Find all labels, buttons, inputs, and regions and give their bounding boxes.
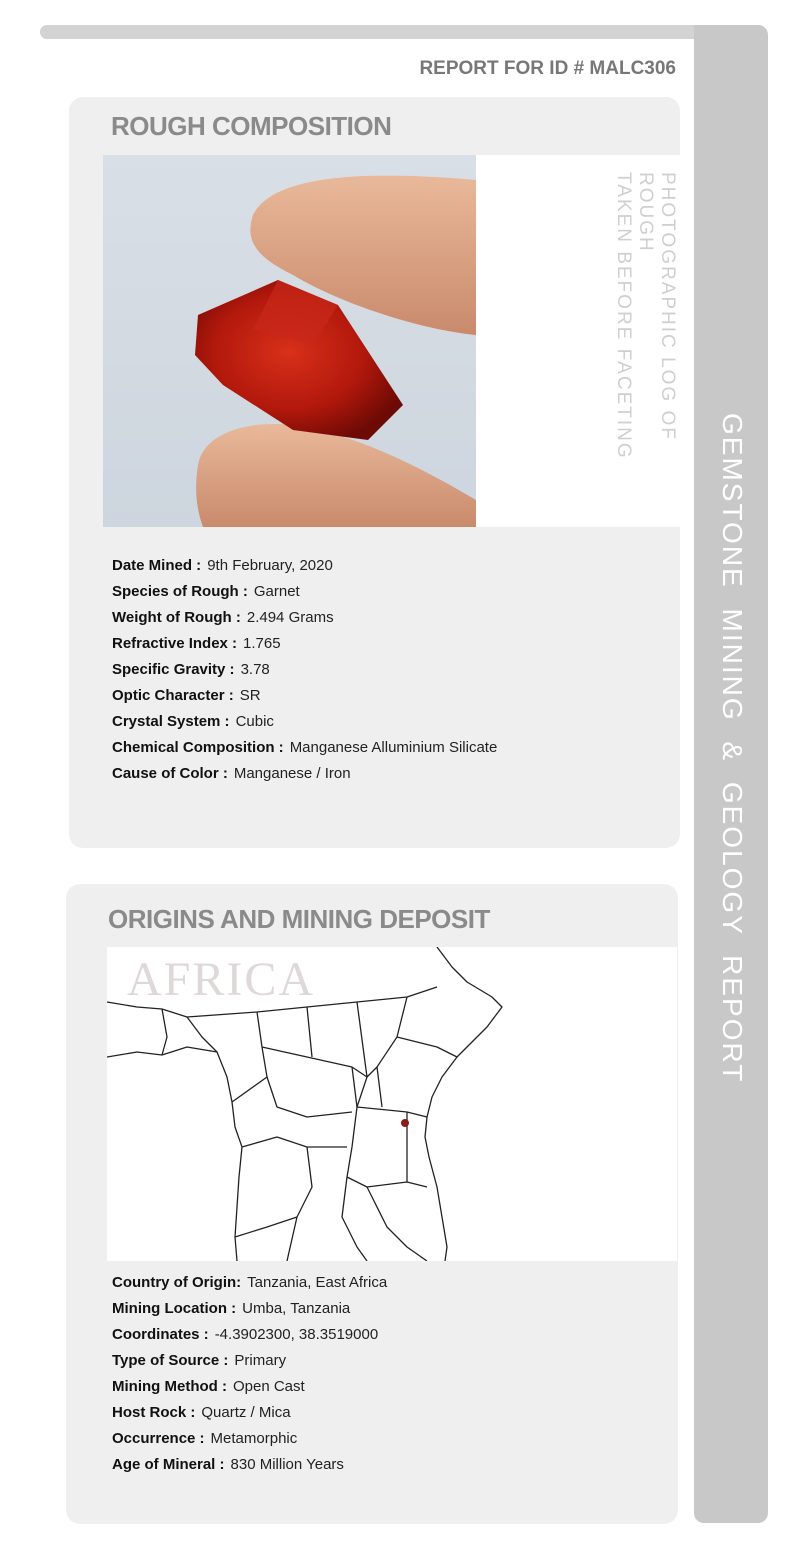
field-label: Type of Source : xyxy=(112,1352,229,1369)
field-label: Host Rock : xyxy=(112,1404,196,1421)
field-value: Garnet xyxy=(253,583,300,600)
field-label: Coordinates : xyxy=(112,1326,209,1343)
map-region-label: AFRICA xyxy=(127,953,316,1006)
field-label: Age of Mineral : xyxy=(112,1456,225,1473)
photo-caption xyxy=(613,172,678,507)
field-date-mined xyxy=(112,553,497,579)
field-label: Specific Gravity : xyxy=(112,661,235,678)
rough-composition-title: ROUGH COMPOSITION xyxy=(111,111,392,141)
field-label: Occurrence : xyxy=(112,1430,205,1447)
field-specific-gravity xyxy=(112,657,497,683)
field-cause-of-color xyxy=(112,761,497,787)
field-label: Cause of Color : xyxy=(112,765,228,782)
field-label: Mining Method : xyxy=(112,1378,227,1395)
field-value: 1.765 xyxy=(243,635,281,652)
field-coordinates xyxy=(112,1322,387,1348)
field-refractive-index xyxy=(112,631,497,657)
field-value: Quartz / Mica xyxy=(201,1404,291,1421)
field-type-of-source xyxy=(112,1348,387,1374)
field-label: Mining Location : xyxy=(112,1300,237,1317)
field-optic-character xyxy=(112,683,497,709)
field-label: Country of Origin: xyxy=(112,1274,242,1291)
field-species xyxy=(112,579,497,605)
report-side-title: GEMSTONE MINING & GEOLOGY REPORT xyxy=(717,413,748,1084)
field-value: 2.494 Grams xyxy=(246,609,334,626)
field-country-of-origin xyxy=(112,1270,387,1296)
rough-garnet-photo xyxy=(103,155,476,527)
field-crystal-system xyxy=(112,709,497,735)
field-value: Primary xyxy=(234,1352,287,1369)
field-value: Manganese Alluminium Silicate xyxy=(289,739,498,756)
field-value: 830 Million Years xyxy=(230,1456,344,1473)
field-label: Optic Character : xyxy=(112,687,234,704)
field-mining-method xyxy=(112,1374,387,1400)
africa-map-drawing xyxy=(107,947,677,1261)
field-label: Species of Rough : xyxy=(112,583,248,600)
field-label: Chemical Composition : xyxy=(112,739,284,756)
report-id-label: REPORT FOR ID # MALC306 xyxy=(419,58,676,79)
field-label: Crystal System : xyxy=(112,713,230,730)
field-label: Refractive Index : xyxy=(112,635,238,652)
field-value: 3.78 xyxy=(240,661,270,678)
rough-photo-area xyxy=(103,155,680,527)
field-age-of-mineral xyxy=(112,1452,387,1478)
field-value: Tanzania, East Africa xyxy=(247,1274,388,1291)
origins-title: ORIGINS AND MINING DEPOSIT xyxy=(108,904,490,934)
africa-map xyxy=(107,947,677,1261)
field-value: Open Cast xyxy=(232,1378,305,1395)
field-value: Metamorphic xyxy=(210,1430,298,1447)
field-chemical-composition xyxy=(112,735,497,761)
photo-caption-line-1: PHOTOGRAPHIC LOG OF ROUGH xyxy=(635,172,678,441)
field-mining-location xyxy=(112,1296,387,1322)
field-value: Umba, Tanzania xyxy=(242,1300,351,1317)
field-value: -4.3902300, 38.3519000 xyxy=(214,1326,379,1343)
field-value: Manganese / Iron xyxy=(233,765,351,782)
field-host-rock xyxy=(112,1400,387,1426)
top-frame-bar xyxy=(40,25,766,39)
field-weight xyxy=(112,605,497,631)
rough-fields xyxy=(112,553,497,787)
field-occurrence xyxy=(112,1426,387,1452)
field-label: Weight of Rough : xyxy=(112,609,241,626)
field-value: SR xyxy=(239,687,261,704)
field-label: Date Mined : xyxy=(112,557,202,574)
origin-fields xyxy=(112,1270,387,1478)
photo-caption-line-2: TAKEN BEFORE FACETING xyxy=(613,172,634,460)
garnet-illustration xyxy=(103,155,476,527)
field-value: 9th February, 2020 xyxy=(207,557,333,574)
field-value: Cubic xyxy=(235,713,274,730)
mine-location-marker xyxy=(401,1119,409,1127)
